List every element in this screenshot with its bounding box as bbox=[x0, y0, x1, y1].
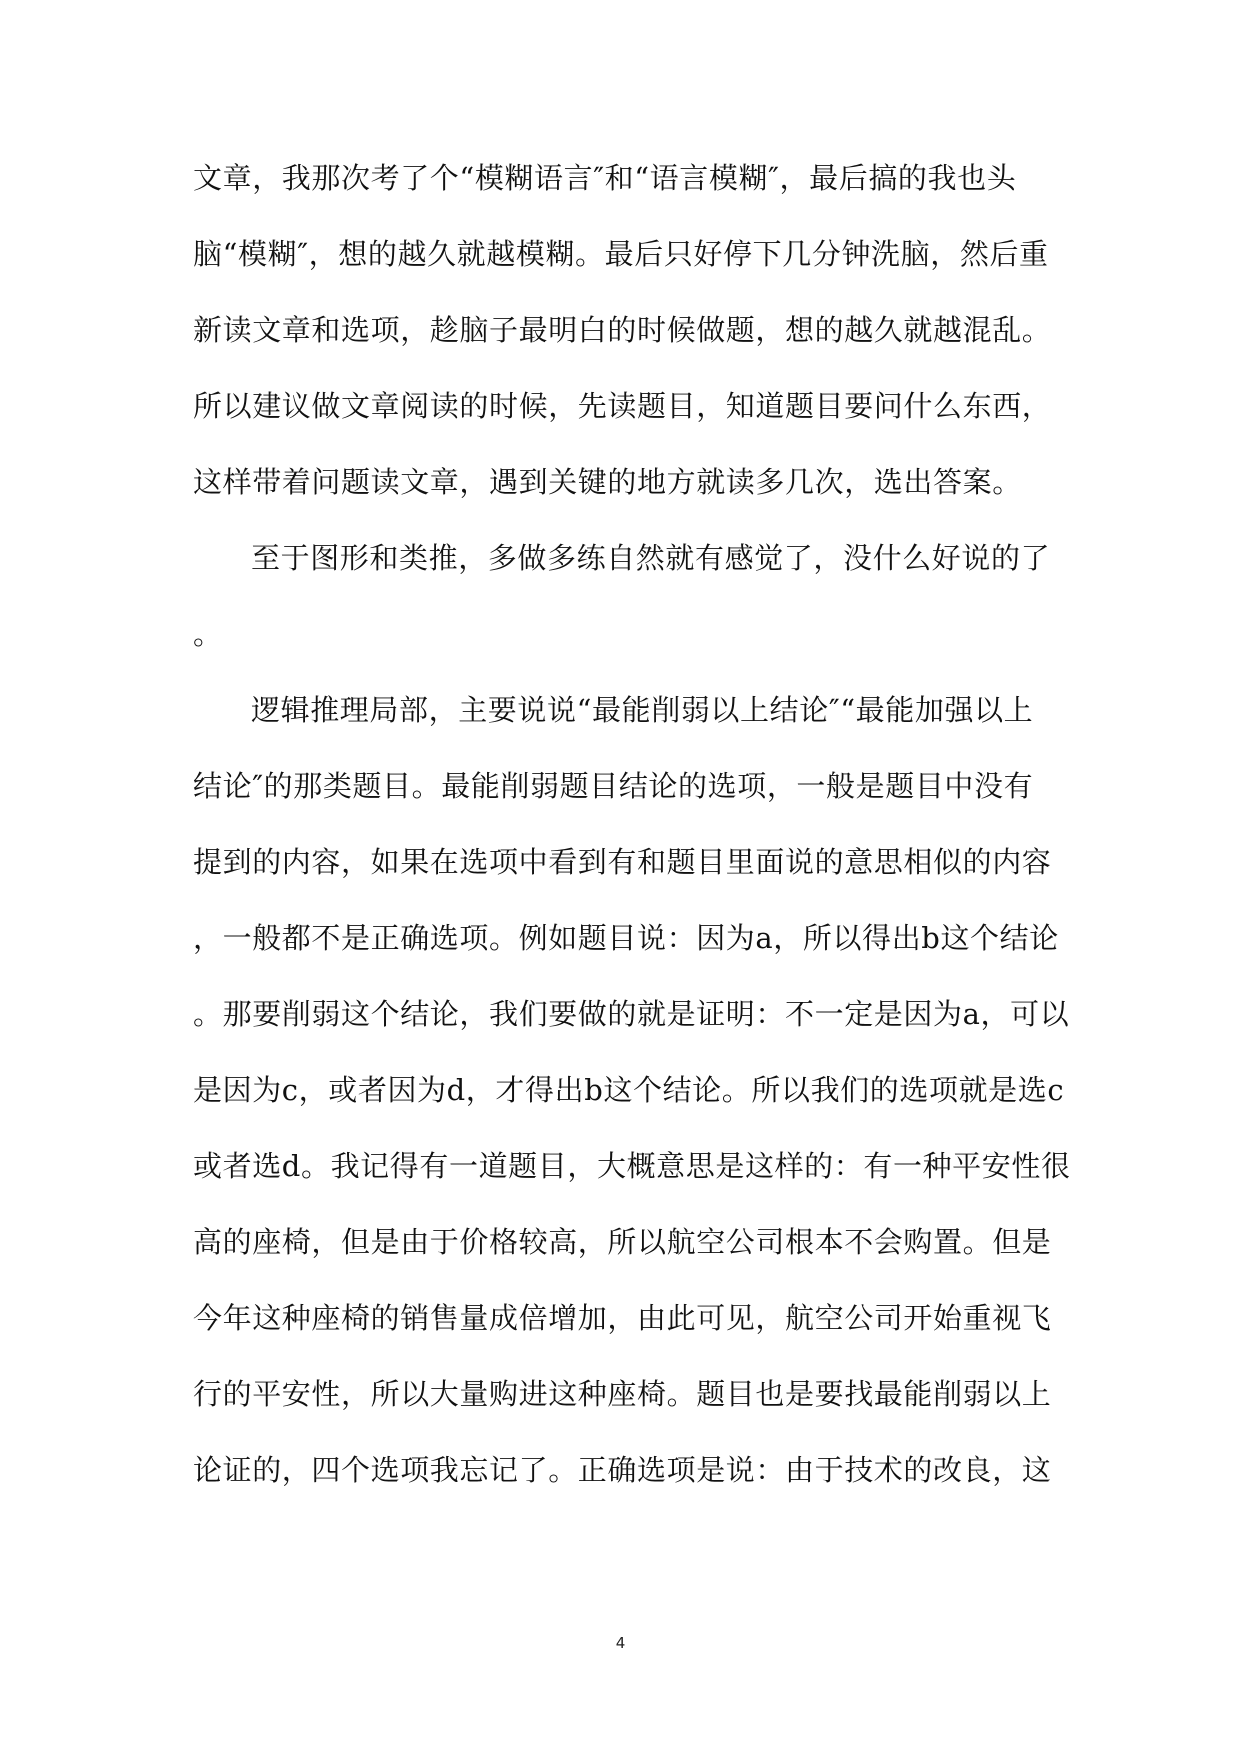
text-line: 提到的内容，如果在选项中看到有和题目里面说的意思相似的内容 bbox=[193, 845, 1052, 879]
text-line: 结论″的那类题目。最能削弱题目结论的选项，一般是题目中没有 bbox=[193, 769, 1034, 803]
body-text bbox=[193, 146, 1071, 1514]
text-line: 。 bbox=[193, 617, 223, 651]
text-line: 或者选d。我记得有一道题目，大概意思是这样的：有一种平安性很 bbox=[193, 1149, 1071, 1183]
text-line: 文章，我那次考了个“模糊语言″和“语言模糊″，最后搞的我也头 bbox=[193, 161, 1017, 195]
text-line: 脑“模糊″，想的越久就越模糊。最后只好停下几分钟洗脑，然后重 bbox=[193, 237, 1049, 271]
paragraph-start-line: 至于图形和类推，多做多练自然就有感觉了，没什么好说的了 bbox=[251, 541, 1051, 575]
text-line: ，一般都不是正确选项。例如题目说：因为a，所以得出b这个结论 bbox=[193, 921, 1059, 955]
text-line: 论证的，四个选项我忘记了。正确选项是说：由于技术的改良，这 bbox=[193, 1453, 1052, 1487]
text-line: 。那要削弱这个结论，我们要做的就是证明：不一定是因为a，可以 bbox=[193, 997, 1070, 1031]
page-number: 4 bbox=[615, 1634, 626, 1652]
text-line: 行的平安性，所以大量购进这种座椅。题目也是要找最能削弱以上 bbox=[193, 1377, 1052, 1411]
text-line: 所以建议做文章阅读的时候，先读题目，知道题目要问什么东西， bbox=[193, 389, 1052, 423]
text-line: 新读文章和选项，趁脑子最明白的时候做题，想的越久就越混乱。 bbox=[193, 313, 1052, 347]
text-line: 是因为c，或者因为d，才得出b这个结论。所以我们的选项就是选c bbox=[193, 1073, 1065, 1107]
paragraph-start-line: 逻辑推理局部，主要说说“最能削弱以上结论″“最能加强以上 bbox=[251, 693, 1034, 727]
text-line: 这样带着问题读文章，遇到关键的地方就读多几次，选出答案。 bbox=[193, 465, 1022, 499]
text-line: 今年这种座椅的销售量成倍增加，由此可见，航空公司开始重视飞 bbox=[193, 1301, 1052, 1335]
text-line: 高的座椅，但是由于价格较高，所以航空公司根本不会购置。但是 bbox=[193, 1225, 1052, 1259]
